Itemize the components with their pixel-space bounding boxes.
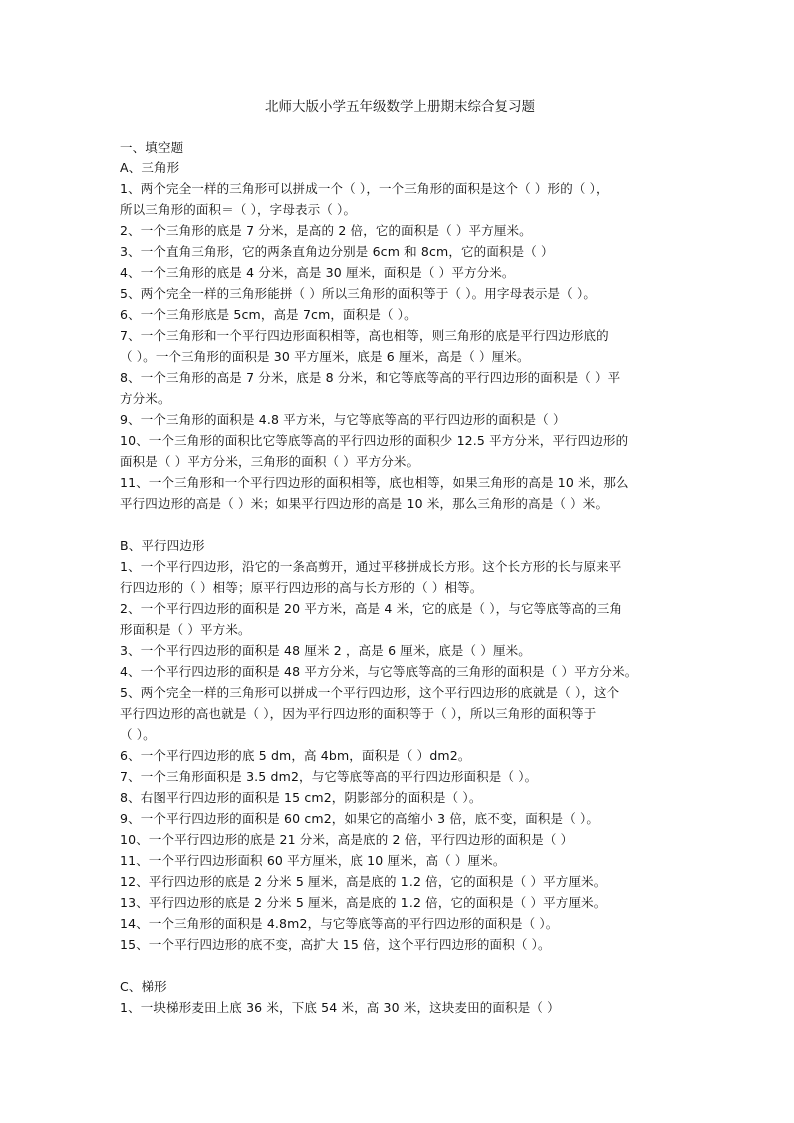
question-line: 行四边形的（ ）相等；原平行四边形的高与长方形的（ ）相等。 — [120, 580, 483, 595]
part-b-heading: B、平行四边形 — [120, 538, 205, 553]
question-line: 4、一个三角形的底是 4 分米，高是 30 厘米，面积是（ ）平方分米。 — [120, 265, 515, 280]
question-line: 面积是（ ）平方分米，三角形的面积（ ）平方分米。 — [120, 454, 420, 469]
question-line: 2、一个三角形的底是 7 分米，是高的 2 倍，它的面积是（ ）平方厘米。 — [120, 223, 532, 238]
question-line: （ ）。一个三角形的面积是 30 平方厘米，底是 6 厘米，高是（ ）厘米。 — [120, 349, 530, 364]
question-line: 10、一个三角形的面积比它等底等高的平行四边形的面积少 12.5 平方分米，平行四边形的 — [120, 433, 629, 448]
question-line: 平行四边形的高是（ ）米；如果平行四边形的高是 10 米，那么三角形的高是（ ）米。 — [120, 496, 609, 511]
question-line: 6、一个三角形底是 5cm，高是 7cm，面积是（ ）。 — [120, 307, 417, 322]
question-line: 12、平行四边形的底是 2 分米 5 厘米，高是底的 1.2 倍，它的面积是（ ）平方厘米。 — [120, 874, 607, 889]
question-line: 方分米。 — [120, 391, 171, 406]
question-line: 10、一个平行四边形的底是 21 分米，高是底的 2 倍，平行四边形的面积是（ ） — [120, 832, 574, 847]
question-line: 14、一个三角形的面积是 4.8m2，与它等底等高的平行四边形的面积是（ ）。 — [120, 916, 559, 931]
page-title: 北师大版小学五年级数学上册期末综合复习题 — [265, 99, 535, 115]
question-line: 7、一个三角形和一个平行四边形面积相等，高也相等，则三角形的底是平行四边形底的 — [120, 328, 609, 343]
question-line: 15、一个平行四边形的底不变，高扩大 15 倍，这个平行四边形的面积（ ）。 — [120, 937, 551, 952]
question-line: 9、一个三角形的面积是 4.8 平方米，与它等底等高的平行四边形的面积是（ ） — [120, 412, 566, 427]
question-line: 8、一个三角形的高是 7 分米，底是 8 分米，和它等底等高的平行四边形的面积是（ ）平 — [120, 370, 621, 385]
question-line: 5、两个完全一样的三角形能拼（ ）所以三角形的面积等于（ ）。用字母表示是（ ）。 — [120, 286, 597, 301]
question-line: 11、一个三角形和一个平行四边形的面积相等，底也相等，如果三角形的高是 10 米，那么 — [120, 475, 629, 490]
question-line: 所以三角形的面积＝（ ），字母表示（ ）。 — [120, 202, 357, 217]
question-line: 2、一个平行四边形的面积是 20 平方米，高是 4 米，它的底是（ ），与它等底等高的三角 — [120, 601, 623, 616]
question-line: 6、一个平行四边形的底 5 dm，高 4bm，面积是（ ）dm2。 — [120, 748, 471, 763]
question-line: 1、一块梯形麦田上底 36 米，下底 54 米，高 30 米，这块麦田的面积是（ ） — [120, 1000, 560, 1015]
part-a-heading: A、三角形 — [120, 160, 180, 175]
question-line: 8、右图平行四边形的面积是 15 cm2，阴影部分的面积是（ ）。 — [120, 790, 482, 805]
question-line: 1、两个完全一样的三角形可以拼成一个（ ），一个三角形的面积是这个（ ）形的（ ）， — [120, 181, 609, 196]
question-line: 3、一个平行四边形的面积是 48 厘米 2 ，高是 6 厘米，底是（ ）厘米。 — [120, 643, 531, 658]
question-line: 3、一个直角三角形，它的两条直角边分别是 6cm 和 8cm，它的面积是（ ） — [120, 244, 554, 259]
question-line: 7、一个三角形面积是 3.5 dm2，与它等底等高的平行四边形面积是（ ）。 — [120, 769, 538, 784]
question-line: 1、一个平行四边形，沿它的一条高剪开，通过平移拼成长方形。这个长方形的长与原来平 — [120, 559, 622, 574]
question-line: 形面积是（ ）平方米。 — [120, 622, 251, 637]
question-line: （ ）。 — [120, 727, 156, 742]
question-line: 4、一个平行四边形的面积是 48 平方分米，与它等底等高的三角形的面积是（ ）平方分米。 — [120, 664, 638, 679]
section-heading: 一、填空题 — [120, 140, 184, 155]
question-line: 11、一个平行四边形面积 60 平方厘米，底 10 厘米，高（ ）厘米。 — [120, 853, 506, 868]
question-line: 5、两个完全一样的三角形可以拼成一个平行四边形，这个平行四边形的底就是（ ），这个 — [120, 685, 620, 700]
question-line: 平行四边形的高也就是（ ），因为平行四边形的面积等于（ ），所以三角形的面积等于 — [120, 706, 597, 721]
part-c-heading: C、梯形 — [120, 979, 167, 994]
question-line: 9、一个平行四边形的面积是 60 cm2，如果它的高缩小 3 倍，底不变，面积是（ ）。 — [120, 811, 600, 826]
question-line: 13、平行四边形的底是 2 分米 5 厘米，高是底的 1.2 倍，它的面积是（ ）平方厘米。 — [120, 895, 607, 910]
